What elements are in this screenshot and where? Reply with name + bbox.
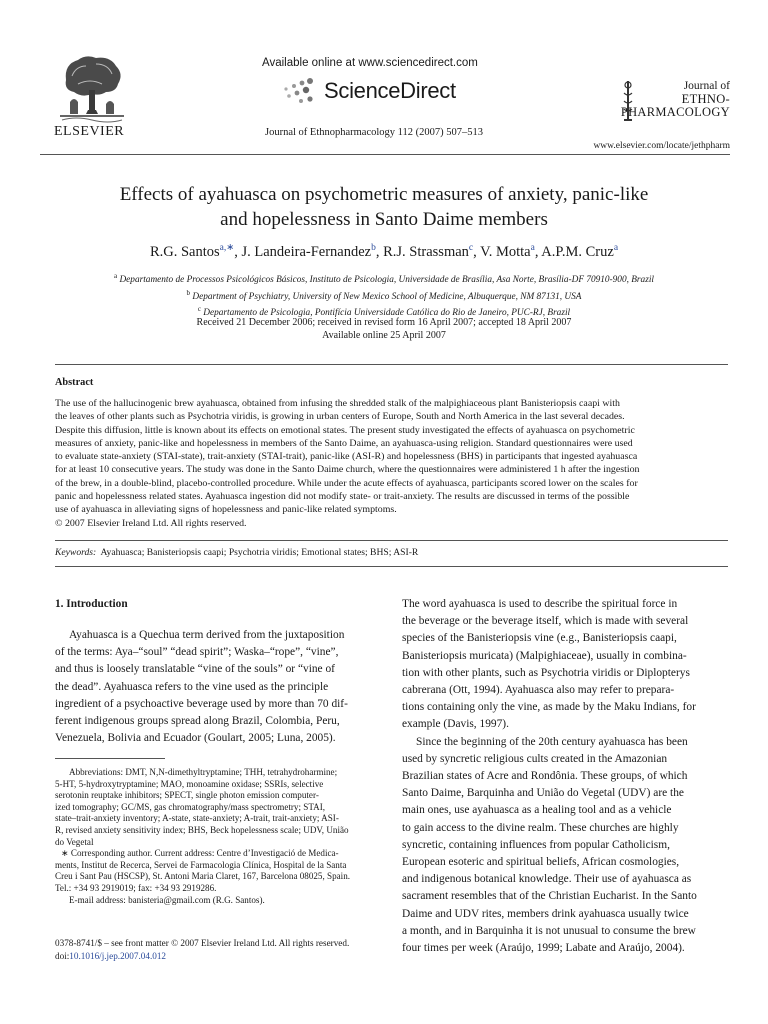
paragraph-line: Brazilian states of Acre and Rondônia. These groups, of which (402, 770, 688, 783)
header-divider (40, 154, 730, 155)
journal-citation: Journal of Ethnopharmacology 112 (2007) 507–513 (265, 127, 484, 138)
footnote-line: Abbreviations: DMT, N,N-dimethyltryptamine; THH, tetrahydroharmine; (69, 767, 338, 777)
paragraph-line: ferent indigenous groups spread along Brazil, Colombia, Peru, (55, 715, 340, 728)
sciencedirect-wordmark: ScienceDirect (324, 78, 456, 103)
abstract-line: for at least 10 consecutive years. The study was done in the Santo Daime church, where the questionnaires were administered 1 h after the ingestion (55, 464, 640, 476)
paragraph-line: species of the Banisteriopsis vine (e.g., Banisteriopsis caapi, (402, 632, 677, 645)
paragraph-line: main ones, use ayahuasca as a healing tool and as a vehicle (402, 804, 672, 817)
journal-url[interactable]: www.elsevier.com/locate/jethpharm (593, 141, 730, 151)
affiliation-text: Departamento de Psicologia, Pontifícia Universidade Católica do Rio de Janeiro, PUC-RJ, Brazil (203, 308, 571, 319)
received-dates: Received 21 December 2006; received in revised form 16 April 2007; accepted 18 April 2007 (196, 317, 572, 328)
front-matter-footer (55, 937, 349, 963)
paragraph-line: European esoteric and spiritual beliefs, African cosmologies, (402, 856, 680, 869)
paragraph-line: tion with other plants, such as Psychotria viridis or Diplopterys (402, 666, 690, 679)
abstract-line: Despite this diffusion, little is known about its effects on emotional states. The present study investigated the effects of ayahuasca on psychometric (55, 424, 635, 436)
paragraph-line: ingredient of a psychoactive beverage used by more than 70 dif- (55, 697, 348, 710)
paragraph-line: tions containing only the vine, as made by the Maku Indians, for (402, 701, 696, 714)
paragraph-line: and thus is loosely translatable “vine of the souls” or “vine of (55, 663, 335, 676)
footnote-line: state–trait-anxiety inventory; A-state, state-anxiety; A-trait, trait-anxiety; ASI- (55, 813, 339, 824)
paragraph-line: a month, and in Barquinha it is not unusual to consume the brew (402, 924, 696, 937)
footnote-line: Tel.: +34 93 2919019; fax: +34 93 2919286. (55, 882, 217, 893)
abstract-line: The use of the hallucinogenic brew ayahuasca, obtained from infusing the shredded stalk of the malpighiaceous plant Banisteriopsis caapi with (55, 398, 620, 409)
section-heading-introduction: 1. Introduction (55, 598, 128, 610)
publisher-name: ELSEVIER (54, 124, 125, 139)
left-column-text (55, 627, 385, 747)
available-online-text: Available online at www.sciencedirect.com (262, 57, 478, 69)
paragraph-line: syncretic, containing influences from popular Catholicism, (402, 838, 670, 851)
paragraph-line: The word ayahuasca is used to describe the spiritual force in (402, 598, 678, 610)
footnote-line: Creu i Sant Pau (HSCSP), St. Antoni Maria Claret, 167, Barcelona 08025, Spain. (55, 871, 351, 882)
sciencedirect-logo (280, 77, 456, 105)
keywords-list: Ayahuasca; Banisteriopsis caapi; Psychotria viridis; Emotional states; BHS; ASI-R (100, 547, 419, 558)
abstract-body (55, 397, 728, 530)
author-affiliation-mark[interactable]: a,∗ (219, 243, 235, 253)
footnote-line: serotonin reuptake inhibitors; SPECT, single photon emission computer- (55, 790, 319, 801)
journal-title-line-2: ETHNO- (681, 92, 730, 106)
author-affiliation-mark[interactable]: b (371, 243, 376, 253)
affiliation-b (40, 287, 728, 304)
article-title-line-1: Effects of ayahuasca on psychometric measures of anxiety, panic-like (119, 184, 649, 205)
author-affiliation-mark[interactable]: a (613, 243, 619, 253)
keywords-divider (55, 540, 728, 541)
right-column-text (402, 596, 729, 957)
journal-title-line-1: Journal of (683, 80, 730, 92)
paragraph-line: example (Davis, 1997). (402, 718, 509, 731)
abstract-heading: Abstract (55, 377, 94, 388)
keywords (55, 547, 418, 558)
paragraph-line: Since the beginning of the 20th century ayahuasca has been (416, 735, 688, 748)
affiliation-mark: c (197, 305, 201, 314)
affiliation-text: Departamento de Processos Psicológicos Básicos, Instituto de Psicologia, Universidade de Brasília, Asa Norte, Brasília-DF 70910-900, Brazil (119, 275, 654, 286)
affiliation-mark: b (186, 288, 191, 297)
footnote-line: ized tomography; GC/MS, gas chromatography/mass spectrometry; STAI, (55, 801, 326, 812)
author-affiliation-mark[interactable]: a (530, 243, 535, 253)
author-name: V. Motta (480, 243, 531, 260)
footnote-divider (55, 758, 165, 759)
affiliation-a (40, 270, 728, 287)
paragraph-line: the beverage or the beverage itself, which is made with several (402, 615, 689, 628)
author-affiliation-mark[interactable]: c (468, 243, 474, 253)
issn-line: 0378-8741/$ – see front matter © 2007 Elsevier Ireland Ltd. All rights reserved. (55, 938, 350, 948)
footnote-line: do Vegetal (55, 836, 94, 847)
online-date: Available online 25 April 2007 (322, 330, 446, 341)
paragraph-line: of the terms: Aya–“soul” “dead spirit”; Waska–“rope”, “vine”, (55, 646, 339, 659)
corresponding-author-line: ∗ Corresponding author. Current address: Centre d’Investigació de Medica- (61, 848, 339, 859)
keywords-bottom-divider (55, 566, 728, 567)
author-separator: , (534, 243, 542, 260)
affiliation-text: Department of Psychiatry, University of New Mexico School of Medicine, Albuquerque, NM 87131, USA (192, 291, 582, 302)
paragraph-line: used by syncretic religious cults created in the Amazonian (402, 752, 668, 765)
paragraph-line: the dead”. Ayahuasca refers to the vine used as the principle (55, 680, 329, 693)
paragraph-line: Santo Daime, Barquinha and União do Vegetal (UDV) are the (402, 787, 684, 800)
author-name: A.P.M. Cruz (541, 243, 614, 260)
doi-link[interactable]: 10.1016/j.jep.2007.04.012 (69, 951, 167, 961)
paragraph-line: Ayahuasca is a Quechua term derived from the juxtaposition (69, 629, 345, 641)
paragraph-line: Banisteriopsis muricata) (Malpighiaceae), usually in combina- (402, 649, 687, 662)
paragraph-line: sacrament resembles that of the Christian Eucharist. In the Santo (402, 890, 697, 903)
author-separator: , (375, 243, 384, 260)
abstract-line: use of ayahuasca in alleviating signs of hopelessness and panic-like related symptoms. (55, 504, 397, 516)
author-separator: , (234, 243, 242, 260)
affiliations (40, 270, 728, 320)
article-title (40, 182, 728, 232)
paragraph-line: four times per week (Araújo, 1999; Labate and Araújo, 2004). (402, 942, 685, 955)
article-title-line-2: and hopelessness in Santo Daime members (220, 209, 548, 230)
author-name: R.G. Santos (149, 243, 220, 260)
author-name: J. Landeira-Fernandez (241, 243, 372, 260)
footnote-line: 5-HT, 5-hydroxytryptamine; MAO, monoamine oxidase; SSRIs, selective (55, 778, 324, 789)
footnotes (55, 767, 380, 906)
abstract-line: the leaves of other plants such as Psychotria viridis, is growing in urban centers of Europe, South and North America in the last several decades. (55, 411, 625, 423)
abstract-top-divider (55, 364, 728, 365)
abstract-line: panic and hopelessness related states. Ayahuasca ingestion did not modify state- or trait-anxiety. The results are discussed in terms of the possible (55, 491, 630, 503)
abstract-line: of the brew, in a double-blind, placebo-controlled procedure. While under the acute effects of ayahuasca, participants scored lower on the scales for (55, 477, 638, 489)
journal-title-block (620, 80, 730, 119)
keywords-label: Keywords: (55, 547, 97, 558)
affiliation-mark: a (114, 272, 118, 280)
doi-line (55, 950, 349, 963)
author-list (40, 242, 728, 261)
author-name: R.J. Strassman (383, 243, 469, 260)
doi-label: doi: (55, 951, 70, 961)
elsevier-tree-logo (56, 52, 128, 124)
journal-title-line-3: PHARMACOLOGY (620, 105, 730, 119)
abstract-line: measures of anxiety, panic-like and hopelessness in members of the Santo Daime, an ayahuasca-using religion. Standard questionnaires were used (55, 437, 633, 449)
copyright-line: © 2007 Elsevier Ireland Ltd. All rights reserved. (55, 517, 247, 529)
abstract-line: to evaluate state-anxiety (STAI-state), trait-anxiety (STAI-trait), panic-like (ASI-R) and hopelessness (BHS) in participants that ingested ayahuasca (55, 451, 638, 463)
author-separator: , (473, 243, 481, 260)
paragraph-line: Daime and UDV rites, members drink ayahuasca usually twice (402, 907, 689, 920)
article-dates (40, 316, 728, 342)
sciencedirect-dots-icon (280, 77, 320, 105)
email-line[interactable]: E-mail address: banisteria@gmail.com (R.G. Santos). (69, 894, 265, 905)
paragraph-line: cabrerana (Ott, 1994). Ayahuasca also may refer to prepara- (402, 684, 675, 697)
paragraph-line: Venezuela, Bolivia and Ecuador (Goulart, 2005; Luna, 2005). (55, 732, 336, 745)
paragraph-line: to gain access to the divine realm. These churches are highly (402, 821, 679, 834)
footnote-line: ments, Institut de Recerca, Servei de Farmacologia Clínica, Hospital de la Santa (55, 859, 347, 870)
paragraph-line: and indigenous botanical knowledge. Their use of ayahuasca as (402, 873, 692, 886)
footnote-line: R, revised anxiety sensitivity index; BHS, Beck hopelessness scale; UDV, União (55, 824, 349, 835)
